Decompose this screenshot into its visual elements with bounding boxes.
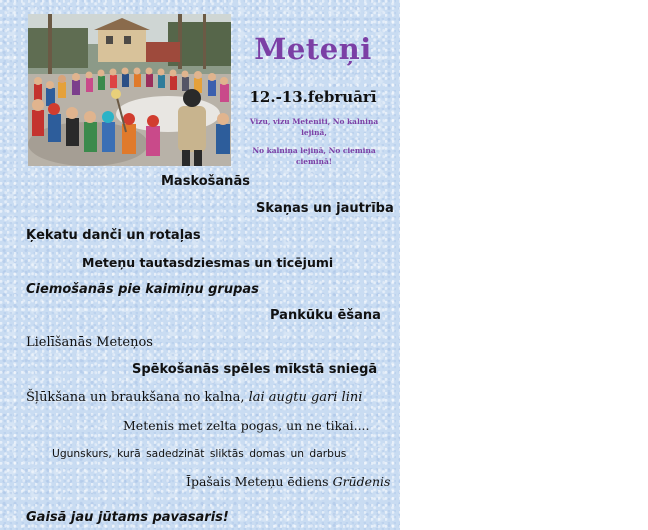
special-dish-text: Īpašais Meteņu ēdiens	[186, 474, 333, 489]
activity-snow-games: Spēkošanās spēles mīkstā sniegā	[132, 362, 378, 377]
activity-golden-buttons: Metenis met zelta pogas, un ne tikai....	[123, 418, 370, 433]
poster-title: Meteņi	[254, 32, 372, 66]
folk-verse-2: No kalniņa lejiņā, No ciemiņa ciemiņā!	[252, 146, 376, 166]
activity-boasting: Lielīšanās Meteņos	[26, 335, 153, 350]
folk-verse-1: Vizu, vizu Meteniti, No kalniņa lejiņā,	[249, 117, 379, 137]
activity-pancakes: Pankūku ēšana	[270, 308, 381, 323]
activity-dances: Ķekatu danči un rotaļas	[26, 228, 201, 243]
activity-masking: Maskošanās	[161, 174, 250, 189]
event-date: 12.-13.februārī	[249, 88, 377, 106]
sledding-text: Šļūkšana un braukšana no kalna,	[26, 390, 249, 405]
spring-feeling: Gaisā jau jūtams pavasaris!	[26, 510, 229, 525]
activity-sledding	[26, 390, 362, 405]
activity-special-dish	[186, 474, 390, 489]
activity-folksongs: Meteņu tautasdziesmas un ticējumi	[82, 255, 334, 270]
children-celebration-photo	[28, 14, 231, 166]
special-dish-name: Grūdenis	[332, 474, 391, 489]
sledding-flax-wish: lai augtu gari lini	[248, 390, 363, 405]
activity-bonfire: Ugunskurs, kurā sadedzināt sliktās domas un darbus	[52, 447, 347, 460]
activity-sounds: Skaņas un jautrība	[256, 201, 394, 216]
activity-visiting: Ciemošanās pie kaimiņu grupas	[26, 282, 259, 297]
